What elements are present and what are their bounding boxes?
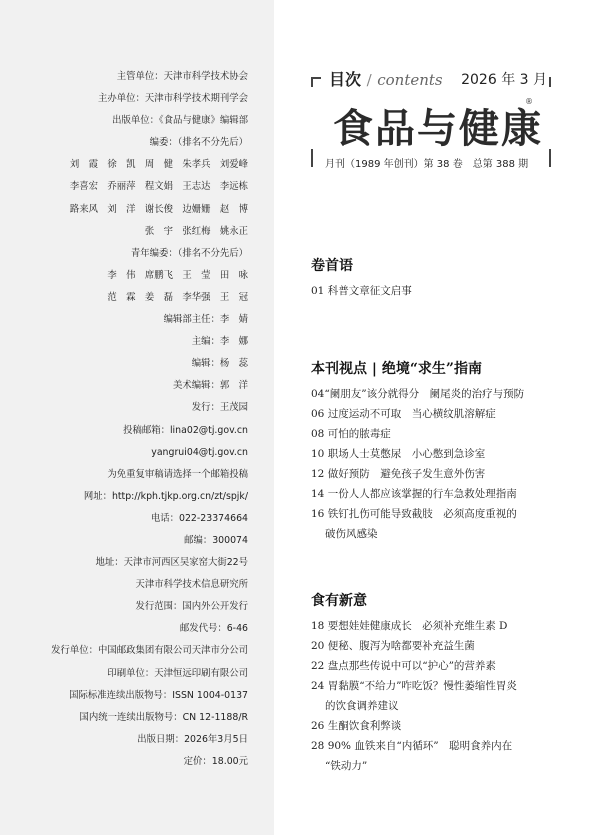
section-feature [311,358,591,544]
section-food [311,590,591,776]
imprint-line: 邮发代号：6-46 [179,623,248,635]
frame-corner [311,149,313,167]
imprint-line: 主管单位：天津市科学技术协会 [116,71,248,82]
imprint-line: 国内统一连续出版物号：CN 12-1188/R [79,711,248,723]
toc-label-en: contents [377,71,443,89]
toc-entry-continuation: “铁动力” [325,760,368,772]
section-title: 本刊视点 | 绝境“求生”指南 [311,361,482,377]
imprint-line: 天津市科学技术信息研究所 [135,579,248,591]
imprint-line: 范 霖 姜 磊 李华强 王 冠 [107,291,248,303]
imprint-line: 电话：022-23374664 [150,512,248,524]
imprint-line: 刘 霞 徐 凯 周 健 朱孝兵 刘爱峰 [69,159,248,171]
toc-entry-text: 18 要想娃娃健康成长 必须补充维生素 D [311,620,508,632]
imprint-list [0,66,248,773]
masthead [311,63,551,169]
toc-entry-continuation: 的饮食调养建议 [325,700,399,712]
imprint-line: 邮编：300074 [184,534,248,546]
toc-entry[interactable] [311,616,591,636]
imprint-line: 编辑：杨 蕊 [191,358,248,370]
imprint-line: 路来风 刘 洋 谢长俊 边姗姗 赵 博 [69,203,248,215]
toc-entry[interactable] [311,484,591,504]
registered-mark: ® [525,97,533,106]
toc-entry-text: 24 胃黏膜“不给力”咋吃饭？慢性萎缩性胃炎 [311,680,517,692]
issue-info: 月刊（1989 年创刊）第 38 卷 总第 388 期 [325,159,529,170]
imprint-line: 发行单位：中国邮政集团有限公司天津市分公司 [51,645,248,657]
toc-entry-text: 01 科普文章征文启事 [311,285,412,297]
toc-entry-text: 14 一份人人都应该掌握的行车急救处理指南 [311,488,517,500]
toc-heading [329,67,443,90]
imprint-line: 地址：天津市河西区吴家窑大街22号 [95,557,248,569]
imprint-line: 为免重复审稿请选择一个邮箱投稿 [107,468,248,480]
toc-entry-text: 20 便秘、腹泻为啥都要补充益生菌 [311,640,475,652]
toc-entry[interactable] [311,404,591,424]
imprint-line: 发行范围：国内外公开发行 [135,601,248,613]
toc-entry[interactable] [311,716,591,736]
imprint-line: 发行：王茂园 [191,402,248,414]
toc-entry-text: 22 盘点那些传说中可以“护心”的营养素 [311,660,496,672]
toc-entry-text: 12 做好预防 避免孩子发生意外伤害 [311,468,486,480]
section-preface [311,255,591,301]
toc-entry[interactable] [311,444,591,464]
toc-entry-text: 26 生酮饮食利弊谈 [311,720,402,732]
imprint-line: 李喜宏 乔丽萍 程文娟 王志达 李远栋 [69,181,248,193]
magazine-logo: 食品与健康 [333,106,543,152]
frame-corner [549,149,551,167]
imprint-line: 编委：（排名不分先后） [149,137,248,149]
toc-entry[interactable] [311,504,591,544]
toc-entry-text: 04“阑朋友”该分就得分 阑尾炎的治疗与预防 [311,388,525,400]
frame-corner [311,77,313,87]
toc-entry-text: 08 可怕的脓毒症 [311,428,391,440]
imprint-line: 出版单位：《食品与健康》编辑部 [112,115,248,127]
toc-label-cn: 目次 [329,70,362,89]
toc-entry[interactable] [311,281,591,301]
imprint-line: 美术编辑：郭 洋 [172,380,248,392]
toc-entry[interactable] [311,384,591,404]
toc-entry[interactable] [311,424,591,444]
website-line[interactable]: 网址：http://kph.tjkp.org.cn/zt/spjk/ [83,490,248,502]
toc-entry[interactable] [311,464,591,484]
imprint-line: 国际标准连续出版物号：ISSN 1004-0137 [69,689,248,701]
imprint-line: 主编：李 娜 [191,336,248,348]
imprint-line: 编辑部主任：李 婧 [163,314,248,326]
imprint-line: 青年编委：（排名不分先后） [130,247,248,259]
issue-date: 2026 年 3 月 [461,72,547,88]
toc-entry-text: 10 职场人士莫憋尿 小心憋到急诊室 [311,448,486,460]
toc-entry-text: 16 铁钉扎伤可能导致截肢 必须高度重视的 [311,508,517,520]
toc-entry-continuation: 破伤风感染 [325,528,378,540]
section-title: 卷首语 [311,258,353,274]
email-line[interactable]: yangrui04@tj.gov.cn [151,446,248,458]
imprint-line: 张 宇 张红梅 姚永正 [144,225,248,237]
imprint-line: 主办单位：天津市科学技术期刊学会 [97,93,248,105]
toc-entry[interactable] [311,736,591,776]
toc-entry[interactable] [311,656,591,676]
toc-entry[interactable] [311,676,591,716]
imprint-line: 李 伟 席鹏飞 王 莹 田 咏 [107,269,248,281]
toc-entry-text: 06 过度运动不可取 当心横纹肌溶解症 [311,408,496,420]
section-title: 食有新意 [311,593,367,609]
toc-entry[interactable] [311,636,591,656]
toc-entry-text: 28 90% 血铁来自“内循环” 聪明食养内在 [311,740,513,752]
toc-slash: / [366,71,372,89]
imprint-line: 出版日期：2026年3月5日 [137,733,248,745]
imprint-panel [0,0,274,835]
imprint-line: 定价：18.00元 [183,755,248,767]
imprint-line: 印刷单位：天津恒远印刷有限公司 [107,667,248,679]
email-line[interactable]: 投稿邮箱：lina02@tj.gov.cn [123,424,248,436]
frame-corner [549,77,551,87]
